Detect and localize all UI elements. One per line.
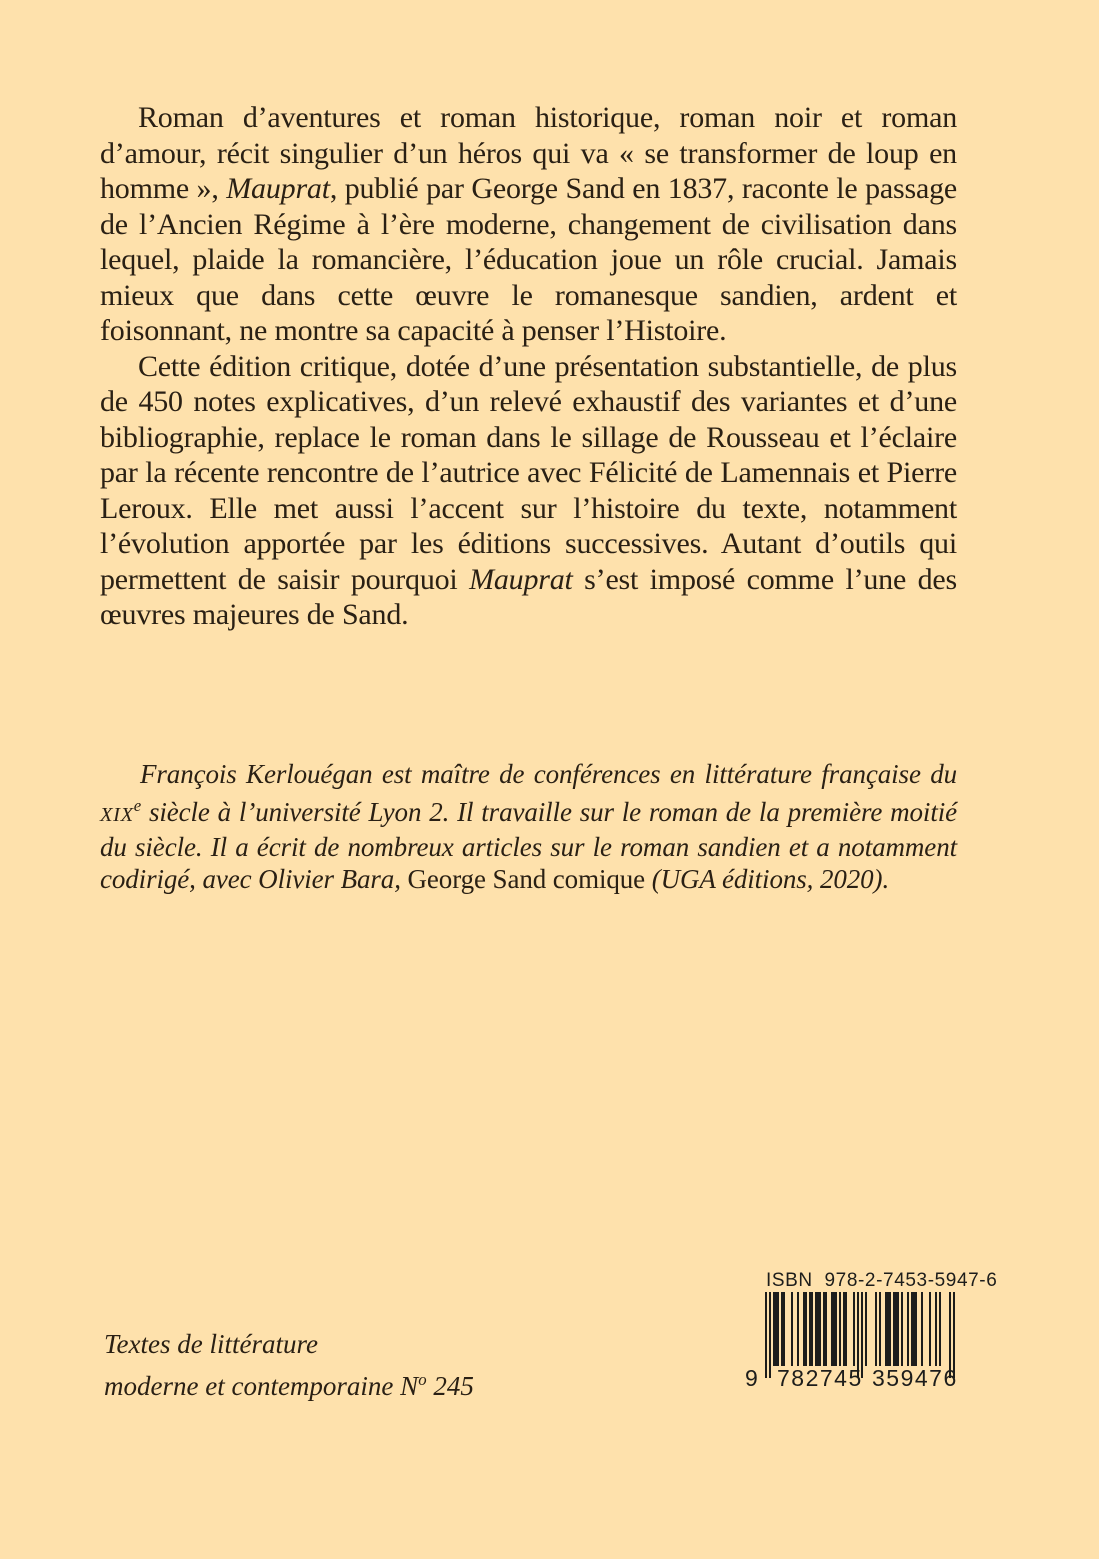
- barcode-digit-group-2: 782745: [777, 1365, 863, 1391]
- series-title: [104, 1326, 474, 1404]
- back-cover-blurb: [100, 100, 957, 633]
- barcode-digit-group-3: 359476: [872, 1365, 958, 1391]
- series-title-line-2: moderne et contemporaine $N^o$ 245: [104, 1370, 474, 1401]
- isbn-barcode: [745, 1270, 998, 1392]
- blurb-paragraph-1: Roman d’aventures et roman historique, roman noir et roman d’amour, récit singulier d’un héros qui va « se transformer de loup en homme », Mauprat, publié par George Sand en 1837, raconte le passage de l’Ancien Régime à l’ère moderne, changement de civilisation dans lequel, plaide la romancière, l’éducation joue un rôle crucial. Jamais mieux que dans cette œuvre le romanesque sandien, ardent et foisonnant, ne montre sa capacité à penser l’Histoire.: [100, 101, 958, 347]
- author-bio-block: [100, 758, 957, 895]
- barcode-digit-group-1: 9: [745, 1365, 758, 1391]
- author-bio-paragraph: François Kerlouégan est maître de conférences en littérature française du XIXe siècle à l’université Lyon 2. Il travaille sur le roman de la première moitié du siècle. Il a écrit de nombreux articles sur le roman sandien et a notamment codirigé, avec Olivier Bara, George Sand comique (UGA éditions, 2020).: [100, 759, 957, 894]
- barcode-digits: [745, 1365, 958, 1391]
- blurb-paragraph-2: Cette édition critique, dotée d’une présentation substantielle, de plus de 450 notes explicatives, d’un relevé exhaustif des variantes et d’une bibliographie, replace le roman dans le sillage de Rousseau et l’éclaire par la récente rencontre de l’autrice avec Félicité de Lamennais et Pierre Leroux. Elle met aussi l’accent sur l’histoire du texte, notamment l’évolution apportée par les éditions successives. Autant d’outils qui permettent de saisir pourquoi Mauprat s’est imposé comme l’une des œuvres majeures de Sand.: [100, 349, 957, 631]
- isbn-label: ISBN 978-2-7453-5947-6: [766, 1270, 998, 1291]
- series-title-line-1: Textes de littérature: [104, 1329, 318, 1359]
